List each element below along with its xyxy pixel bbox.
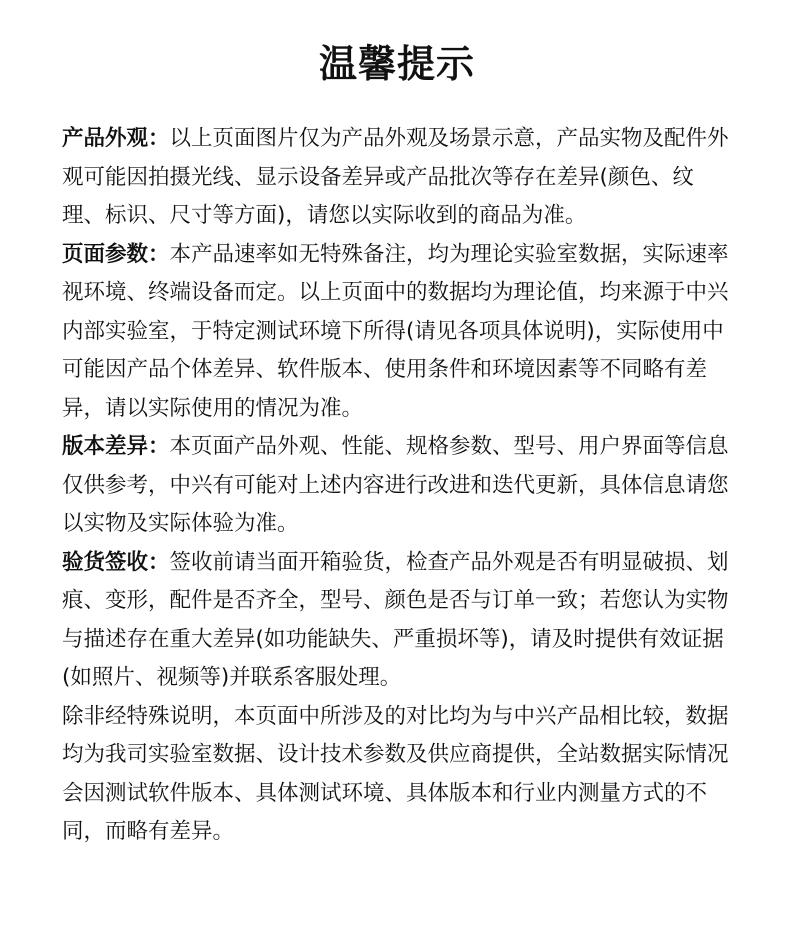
section-appearance xyxy=(62,120,732,236)
section-text: 除非经特殊说明，本页面中所涉及的对比均为与中兴产品相比较，数据均为我司实验室数据、设计技术参数及供应商提供，全站数据实际情况会因测试软件版本、具体测试环境、具体版本和行业内测量方式的不同，而略有差异。 xyxy=(62,703,729,844)
section-page-params xyxy=(62,236,732,429)
section-disclaimer xyxy=(62,698,732,852)
section-inspection xyxy=(62,544,732,698)
section-text: 签收前请当面开箱验货，检查产品外观是否有明显破损、划痕、变形，配件是否齐全，型号、颜色是否与订单一致；若您认为实物与描述存在重大差异(如功能缺失、严重损坏等)，请及时提供有效证据(如照片、视频等)并联系客服处理。 xyxy=(62,549,729,690)
page-title: 温馨提示 xyxy=(318,42,475,86)
section-label: 页面参数： xyxy=(62,241,170,267)
notice-content xyxy=(62,120,732,852)
section-text: 本页面产品外观、性能、规格参数、型号、用户界面等信息仅供参考，中兴有可能对上述内容进行改进和迭代更新，具体信息请您以实物及实际体验为准。 xyxy=(62,434,729,536)
section-text: 以上页面图片仅为产品外观及场景示意，产品实物及配件外观可能因拍摄光线、显示设备差异或产品批次等存在差异(颜色、纹理、标识、尺寸等方面)，请您以实际收到的商品为准。 xyxy=(62,126,729,228)
section-version-diff xyxy=(62,428,732,544)
section-label: 版本差异： xyxy=(62,434,170,459)
section-label: 验货签收： xyxy=(62,549,170,575)
section-text: 本产品速率如无特殊备注，均为理论实验室数据，实际速率视环境、终端设备而定。以上页面中的数据均为理论值，均来源于中兴内部实验室，于特定测试环境下所得(请见各项具体说明)，实际使用中可能因产品个体差异、软件版本、使用条件和环境因素等不同略有差异，请以实际使用的情况为准。 xyxy=(62,241,729,421)
section-label: 产品外观： xyxy=(62,126,170,151)
